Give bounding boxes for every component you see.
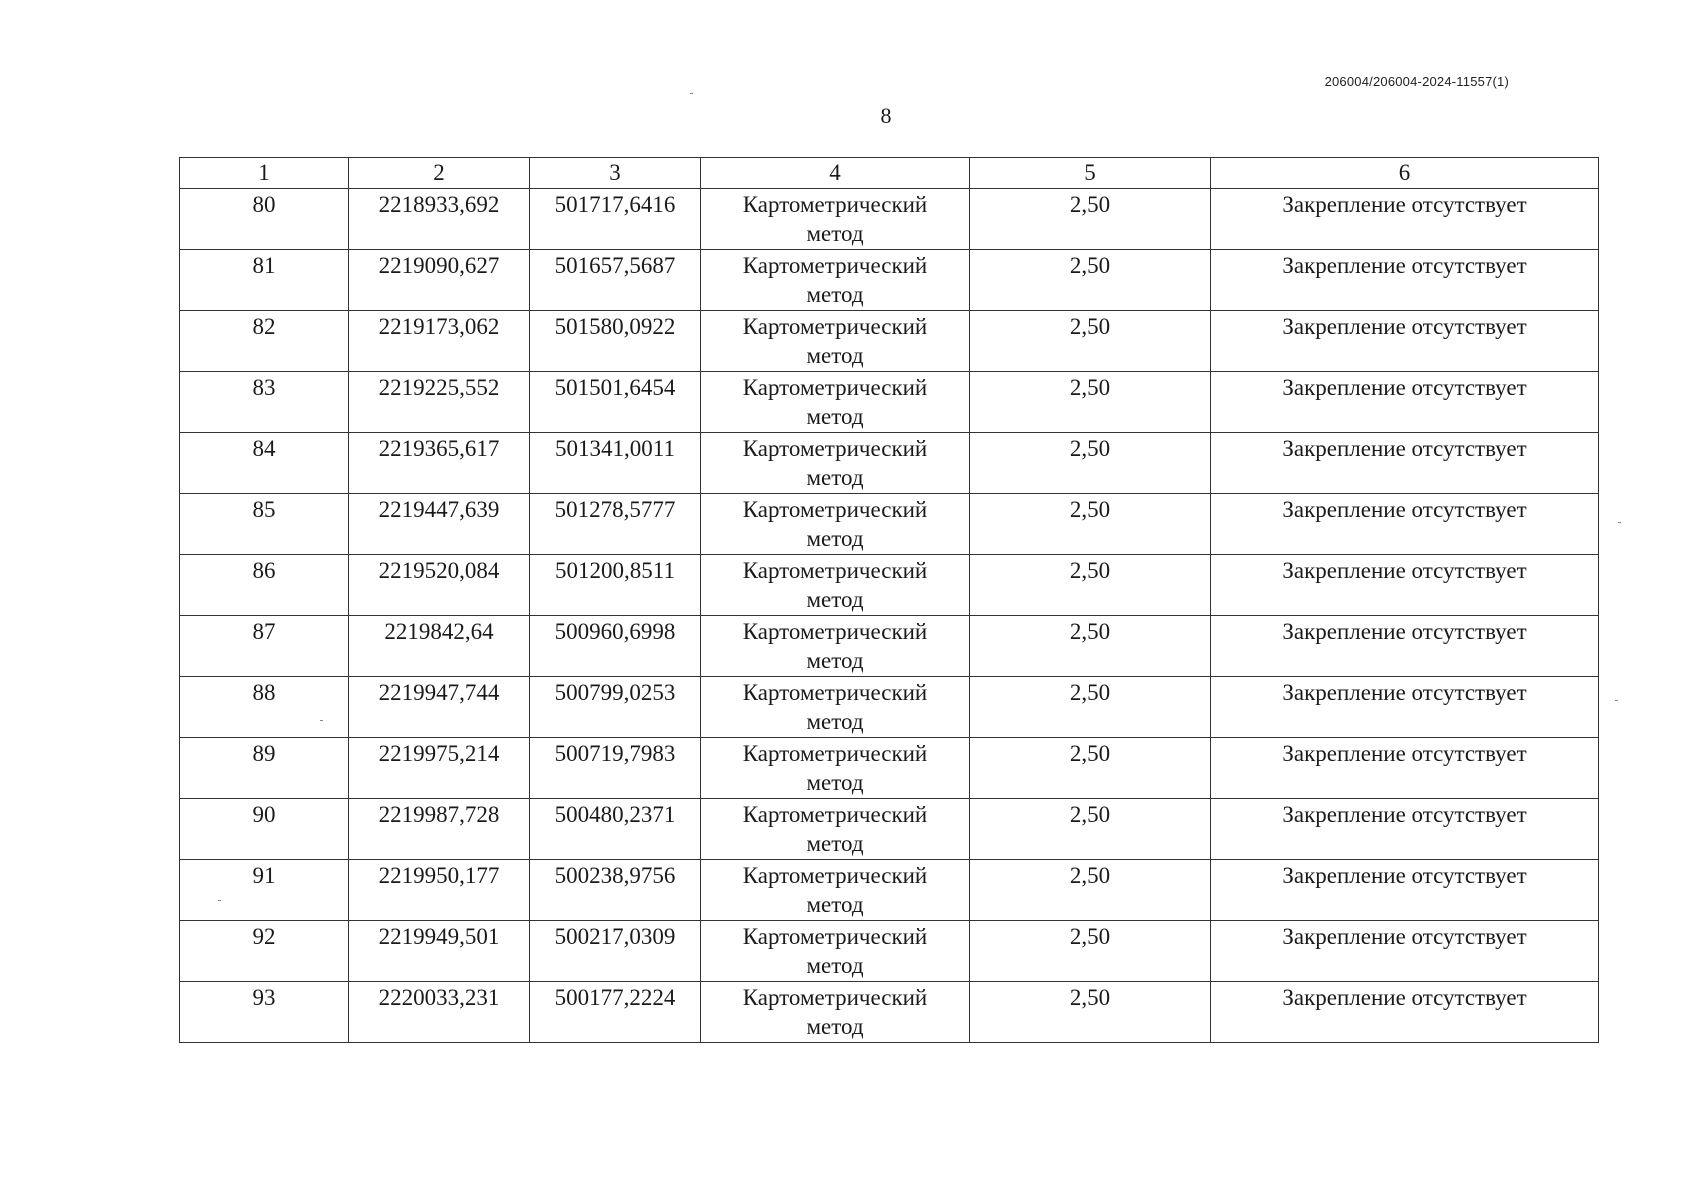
method-line-1: Картометрический: [742, 741, 928, 766]
coord-x-cell: 2219987,728: [349, 799, 530, 860]
method-line-2: метод: [806, 648, 864, 673]
accuracy-cell: 2,50: [970, 860, 1211, 921]
fixing-cell: Закрепление отсутствует: [1211, 860, 1599, 921]
coord-x-cell: 2219090,627: [349, 250, 530, 311]
scan-speck: [1615, 700, 1618, 701]
page-number: 8: [880, 103, 892, 128]
method-cell: [701, 433, 970, 494]
coord-x-cell: 2219975,214: [349, 738, 530, 799]
method-line-1: Картометрический: [742, 558, 928, 583]
coord-x-cell: 2219947,744: [349, 677, 530, 738]
accuracy-cell: 2,50: [970, 494, 1211, 555]
method-line-2: метод: [806, 953, 864, 978]
scan-speck: [320, 720, 323, 721]
table-row: [180, 555, 1599, 616]
scan-speck: [690, 93, 693, 94]
coord-x-cell: 2218933,692: [349, 189, 530, 250]
method-line-1: Картометрический: [742, 680, 928, 705]
coord-y-cell: 500480,2371: [530, 799, 701, 860]
table-row: [180, 982, 1599, 1043]
table-row: [180, 677, 1599, 738]
fixing-cell: Закрепление отсутствует: [1211, 677, 1599, 738]
fixing-cell: Закрепление отсутствует: [1211, 982, 1599, 1043]
method-line-1: Картометрический: [742, 375, 928, 400]
method-line-1: Картометрический: [742, 619, 928, 644]
point-number-cell: 86: [180, 555, 349, 616]
header-cell-5: 5: [970, 158, 1211, 189]
table-row: [180, 738, 1599, 799]
header-cell-4: 4: [701, 158, 970, 189]
accuracy-cell: 2,50: [970, 433, 1211, 494]
table-row: [180, 433, 1599, 494]
method-line-2: метод: [806, 770, 864, 795]
method-cell: [701, 921, 970, 982]
table-row: [180, 799, 1599, 860]
method-line-2: метод: [806, 1014, 864, 1039]
point-number-cell: 92: [180, 921, 349, 982]
header-cell-2: 2: [349, 158, 530, 189]
coord-y-cell: 501278,5777: [530, 494, 701, 555]
scan-speck: [1618, 522, 1621, 523]
table-row: [180, 189, 1599, 250]
method-line-1: Картометрический: [742, 314, 928, 339]
point-number-cell: 81: [180, 250, 349, 311]
coord-x-cell: 2219520,084: [349, 555, 530, 616]
point-number-cell: 82: [180, 311, 349, 372]
point-number-cell: 83: [180, 372, 349, 433]
accuracy-cell: 2,50: [970, 250, 1211, 311]
document-id: 206004/206004-2024-11557(1): [1324, 74, 1509, 89]
coord-x-cell: 2219950,177: [349, 860, 530, 921]
coord-y-cell: 500217,0309: [530, 921, 701, 982]
accuracy-cell: 2,50: [970, 921, 1211, 982]
method-cell: [701, 250, 970, 311]
method-line-1: Картометрический: [742, 497, 928, 522]
table-row: [180, 860, 1599, 921]
method-cell: [701, 982, 970, 1043]
accuracy-cell: 2,50: [970, 677, 1211, 738]
coord-y-cell: 500177,2224: [530, 982, 701, 1043]
coord-y-cell: 500719,7983: [530, 738, 701, 799]
coord-y-cell: 500799,0253: [530, 677, 701, 738]
method-line-2: метод: [806, 892, 864, 917]
coordinates-table: [179, 157, 1599, 1043]
table-body: [180, 189, 1599, 1043]
fixing-cell: Закрепление отсутствует: [1211, 738, 1599, 799]
coord-x-cell: 2219842,64: [349, 616, 530, 677]
method-line-2: метод: [806, 343, 864, 368]
coord-y-cell: 501501,6454: [530, 372, 701, 433]
fixing-cell: Закрепление отсутствует: [1211, 372, 1599, 433]
point-number-cell: 93: [180, 982, 349, 1043]
point-number-cell: 87: [180, 616, 349, 677]
method-line-1: Картометрический: [742, 802, 928, 827]
fixing-cell: Закрепление отсутствует: [1211, 311, 1599, 372]
table-row: [180, 921, 1599, 982]
coord-y-cell: 501717,6416: [530, 189, 701, 250]
method-cell: [701, 189, 970, 250]
point-number-cell: 88: [180, 677, 349, 738]
method-cell: [701, 860, 970, 921]
method-line-1: Картометрический: [742, 985, 928, 1010]
method-line-2: метод: [806, 404, 864, 429]
fixing-cell: Закрепление отсутствует: [1211, 921, 1599, 982]
method-line-1: Картометрический: [742, 863, 928, 888]
coord-y-cell: 501580,0922: [530, 311, 701, 372]
coord-y-cell: 501200,8511: [530, 555, 701, 616]
point-number-cell: 89: [180, 738, 349, 799]
table-row: [180, 372, 1599, 433]
method-line-2: метод: [806, 282, 864, 307]
method-line-2: метод: [806, 526, 864, 551]
point-number-cell: 84: [180, 433, 349, 494]
accuracy-cell: 2,50: [970, 982, 1211, 1043]
fixing-cell: Закрепление отсутствует: [1211, 433, 1599, 494]
table-row: [180, 311, 1599, 372]
method-cell: [701, 799, 970, 860]
method-cell: [701, 738, 970, 799]
accuracy-cell: 2,50: [970, 311, 1211, 372]
fixing-cell: Закрепление отсутствует: [1211, 250, 1599, 311]
coord-x-cell: 2219365,617: [349, 433, 530, 494]
accuracy-cell: 2,50: [970, 799, 1211, 860]
method-cell: [701, 372, 970, 433]
table-row: [180, 616, 1599, 677]
fixing-cell: Закрепление отсутствует: [1211, 494, 1599, 555]
accuracy-cell: 2,50: [970, 372, 1211, 433]
header-row: [180, 158, 1599, 189]
method-cell: [701, 494, 970, 555]
coord-y-cell: 501341,0011: [530, 433, 701, 494]
fixing-cell: Закрепление отсутствует: [1211, 799, 1599, 860]
method-line-2: метод: [806, 831, 864, 856]
coord-x-cell: 2220033,231: [349, 982, 530, 1043]
table-row: [180, 494, 1599, 555]
header-cell-6: 6: [1211, 158, 1599, 189]
point-number-cell: 85: [180, 494, 349, 555]
method-line-2: метод: [806, 221, 864, 246]
method-line-1: Картометрический: [742, 253, 928, 278]
method-cell: [701, 555, 970, 616]
coord-y-cell: 500960,6998: [530, 616, 701, 677]
accuracy-cell: 2,50: [970, 616, 1211, 677]
coord-y-cell: 500238,9756: [530, 860, 701, 921]
coord-x-cell: 2219173,062: [349, 311, 530, 372]
coord-y-cell: 501657,5687: [530, 250, 701, 311]
header-cell-3: 3: [530, 158, 701, 189]
method-cell: [701, 677, 970, 738]
method-line-2: метод: [806, 587, 864, 612]
scan-speck: [218, 900, 221, 901]
method-cell: [701, 311, 970, 372]
point-number-cell: 90: [180, 799, 349, 860]
accuracy-cell: 2,50: [970, 189, 1211, 250]
fixing-cell: Закрепление отсутствует: [1211, 189, 1599, 250]
accuracy-cell: 2,50: [970, 738, 1211, 799]
header-cell-1: 1: [180, 158, 349, 189]
accuracy-cell: 2,50: [970, 555, 1211, 616]
method-cell: [701, 616, 970, 677]
coord-x-cell: 2219447,639: [349, 494, 530, 555]
fixing-cell: Закрепление отсутствует: [1211, 616, 1599, 677]
method-line-2: метод: [806, 465, 864, 490]
point-number-cell: 80: [180, 189, 349, 250]
point-number-cell: 91: [180, 860, 349, 921]
method-line-1: Картометрический: [742, 924, 928, 949]
table-row: [180, 250, 1599, 311]
coord-x-cell: 2219949,501: [349, 921, 530, 982]
fixing-cell: Закрепление отсутствует: [1211, 555, 1599, 616]
method-line-2: метод: [806, 709, 864, 734]
method-line-1: Картометрический: [742, 436, 928, 461]
method-line-1: Картометрический: [742, 192, 928, 217]
coord-x-cell: 2219225,552: [349, 372, 530, 433]
